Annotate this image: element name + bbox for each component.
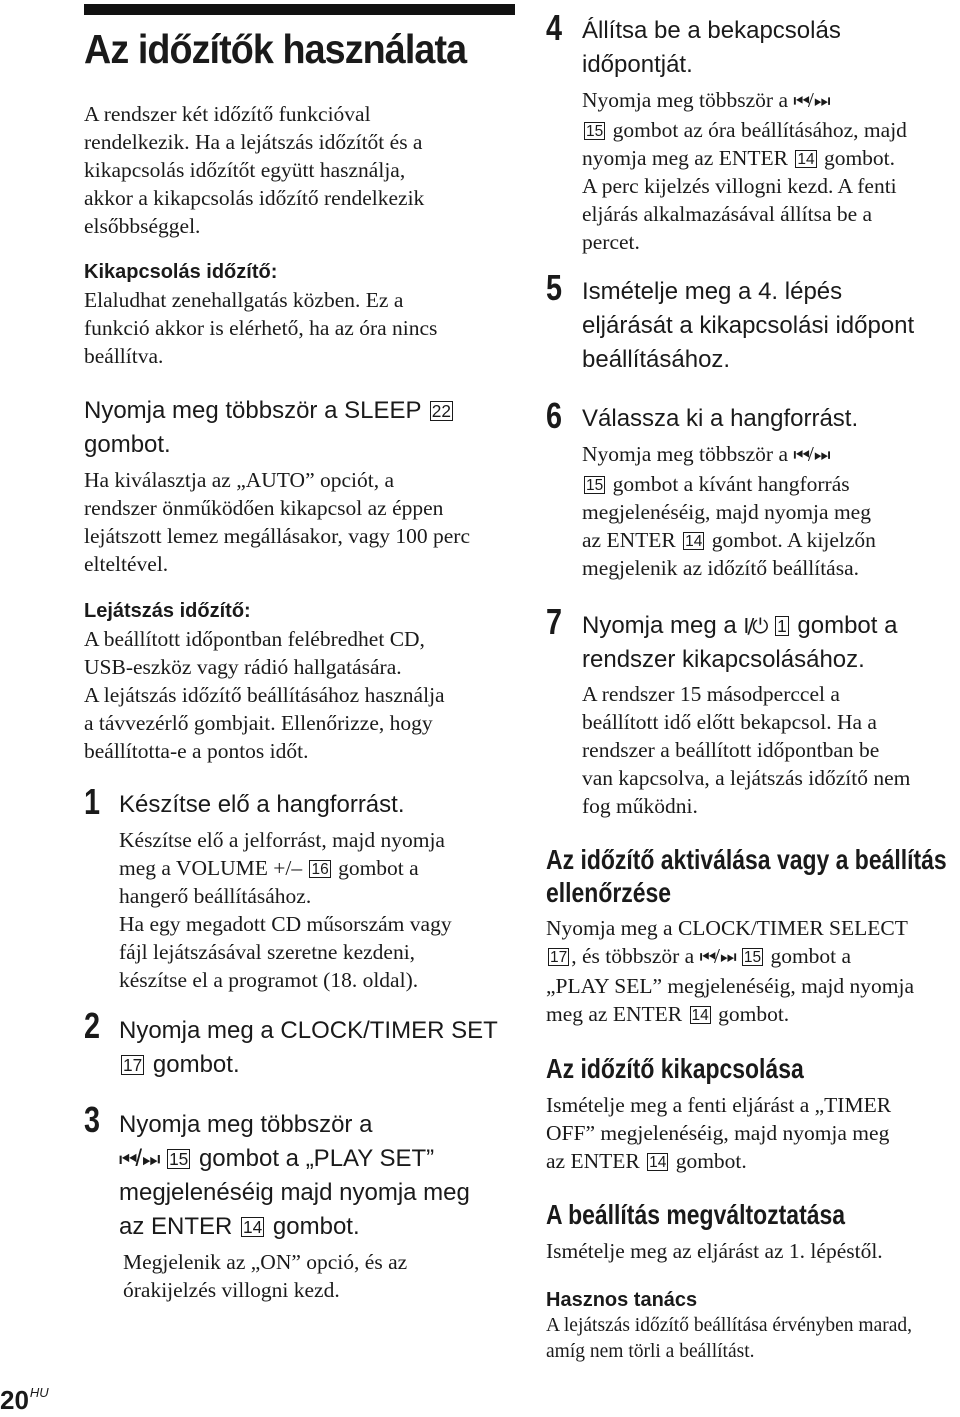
skip-button-number: 15 bbox=[586, 122, 604, 140]
step-7-detail: A rendszer 15 másodperccel a beállított idő előtt bekapcsol. Ha a rendszer a beállított időpontban be van kapcsolva, a lejátszás időzítő nem fog működni. bbox=[582, 682, 911, 818]
clock-timer-set-button-number: 17 bbox=[123, 1054, 143, 1075]
previous-track-icon: ⏮ bbox=[699, 947, 715, 968]
tip-text: A lejátszás időzítő beállítása érvényben marad, amíg nem törli a beállítást. bbox=[546, 1315, 913, 1362]
skip-button-number: 15 bbox=[169, 1148, 189, 1169]
enter-button-number: 14 bbox=[649, 1153, 667, 1171]
step-7-title: Nyomja meg a I/⏻ 1 gombot a rendszer kikapcsolásához. bbox=[582, 612, 898, 673]
step-2-title: Nyomja meg a CLOCK/TIMER SET 17 gombot. bbox=[119, 1017, 498, 1078]
previous-track-icon: ⏮ bbox=[119, 1147, 136, 1171]
check-timer-text: Nyomja meg a CLOCK/TIMER SELECT 17 , és többször a ⏮/⏭ 15 gombot a „PLAY SEL” megjelenéséig, majd nyomja meg az ENTER 14 gombot. bbox=[546, 916, 915, 1026]
step-5-title: Ismételje meg a 4. lépés eljárását a kikapcsolási időpont beállításához. bbox=[582, 278, 915, 373]
play-timer-text: A beállított időpontban felébredhet CD, USB-eszköz vagy rádió hallgatására. A lejátszás időzítő beállításához használja a távvezérlő gombjait. Ellenőrizze, hogy beállította-e a pontos időt. bbox=[84, 627, 445, 763]
enter-button-number: 14 bbox=[685, 532, 703, 550]
step-4-text: Nyomja meg többször a ⏮/⏭ 15 gombot az óra beállításához, majd nyomja meg az ENTER 14 gombot. A perc kijelzés villogni kezd. A fenti eljárás alkalmazásával állítsa be a percet. bbox=[582, 88, 907, 254]
page-number: $20^{HU}$ bbox=[0, 1385, 49, 1415]
change-setting-heading: A beállítás megváltoztatása bbox=[546, 1199, 846, 1230]
step-number-7: 7 bbox=[546, 601, 563, 642]
step-number-2: 2 bbox=[84, 1005, 101, 1046]
step-number-3: 3 bbox=[84, 1099, 101, 1140]
next-track-icon: ⏭ bbox=[813, 445, 829, 466]
play-timer-heading: Lejátszás időzítő: bbox=[84, 600, 251, 622]
clock-timer-select-button-number: 17 bbox=[550, 948, 568, 966]
step-number-5: 5 bbox=[546, 267, 563, 308]
timer-off-heading: Az időzítő kikapcsolása bbox=[546, 1053, 804, 1084]
volume-button-number: 16 bbox=[311, 860, 329, 878]
sleep-timer-heading: Kikapcsolás időzítő: bbox=[84, 261, 278, 283]
step-1-title: Készítse elő a hangforrást. bbox=[119, 791, 405, 818]
next-track-icon: ⏭ bbox=[813, 91, 829, 112]
skip-button-number: 15 bbox=[586, 476, 604, 494]
power-button-number: 1 bbox=[777, 615, 787, 636]
enter-button-number: 14 bbox=[243, 1216, 263, 1237]
step-6-title: Válassza ki a hangforrást. bbox=[582, 405, 859, 432]
step-number-6: 6 bbox=[546, 395, 563, 436]
step-4-title: Állítsa be a bekapcsolás időpontját. bbox=[582, 17, 841, 78]
step-1-text: Készítse elő a jelforrást, majd nyomja meg a VOLUME +/– 16 gombot a hangerő beállításához. Ha egy megadott CD műsorszám vagy fájl lejátszásával szeretne kezdeni, készítse el a programot (18. oldal). bbox=[119, 828, 452, 992]
page-title: Az időzítők használata bbox=[84, 26, 467, 72]
sleep-instruction: Nyomja meg többször a SLEEP 22 gombot. bbox=[84, 397, 451, 458]
step-number-4: 4 bbox=[546, 7, 563, 48]
step-6-text: Nyomja meg többször a ⏮/⏭ 15 gombot a kívánt hangforrás megjelenéséig, majd nyomja meg az ENTER 14 gombot. A kijelzőn megjelenik az időzítő beállítása. bbox=[582, 442, 876, 580]
enter-button-number: 14 bbox=[691, 1006, 709, 1024]
next-track-icon: ⏭ bbox=[720, 947, 735, 968]
step-3-detail: Megjelenik az „ON” opció, és az órakijelzés villogni kezd. bbox=[123, 1250, 408, 1302]
header-rule bbox=[84, 4, 515, 15]
skip-button-number: 15 bbox=[743, 948, 762, 966]
check-timer-heading: Az időzítő aktiválása vagy a beállítás ellenőrzése bbox=[546, 844, 947, 908]
step-3-title: Nyomja meg többször a ⏮/⏭ 15 gombot a „PLAY SET” megjelenéséig majd nyomja meg az ENTER 14 gombot. bbox=[119, 1111, 470, 1240]
previous-track-icon: ⏮ bbox=[793, 445, 808, 466]
power-icon: I/⏻ bbox=[743, 614, 767, 638]
step-number-1: 1 bbox=[84, 781, 101, 822]
next-track-icon: ⏭ bbox=[142, 1147, 159, 1171]
intro-paragraph: A rendszer két időzítő funkcióval rendelkezik. Ha a lejátszás időzítőt és a kikapcsolás időzítőt együtt használja, akkor a kikapcsolás időzítő rendelkezik elsőbbséggel. bbox=[84, 102, 425, 238]
sleep-button-number: 22 bbox=[431, 400, 451, 421]
change-setting-text: Ismételje meg az eljárást az 1. lépéstől. bbox=[546, 1239, 883, 1263]
enter-button-number: 14 bbox=[797, 150, 815, 168]
tip-heading: Hasznos tanács bbox=[546, 1289, 698, 1311]
previous-track-icon: ⏮ bbox=[793, 91, 808, 112]
sleep-detail: Ha kiválasztja az „AUTO” opciót, a rendszer önműködően kikapcsol az éppen lejátszott lemez megállásakor, vagy 100 perc elteltével. bbox=[84, 468, 470, 576]
timer-off-text: Ismételje meg a fenti eljárást a „TIMER OFF” megjelenéséig, majd nyomja meg az ENTER 14 gombot. bbox=[546, 1093, 892, 1173]
sleep-timer-text: Elaludhat zenehallgatás közben. Ez a funkció akkor is elérhető, ha az óra nincs beállítva. bbox=[84, 288, 438, 368]
